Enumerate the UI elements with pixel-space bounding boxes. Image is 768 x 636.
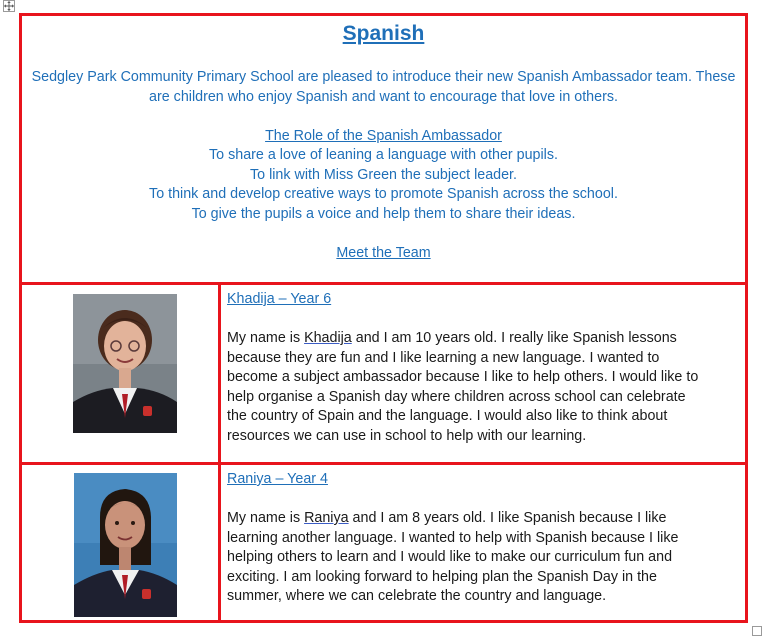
- member-heading: Raniya – Year 4: [227, 471, 328, 487]
- team-heading: Meet the Team: [336, 244, 431, 261]
- table-resize-handle-icon[interactable]: [752, 626, 762, 636]
- intro-line: Sedgley Park Community Primary School are pleased to introduce their new Spanish Ambassador team. These: [31, 69, 736, 85]
- intro-line: are children who enjoy Spanish and want to encourage that love in others.: [149, 88, 618, 105]
- role-line: To link with Miss Green the subject leader.: [250, 166, 517, 183]
- child-portrait-photo-icon: [73, 294, 177, 433]
- intro-text: [28, 68, 739, 263]
- raniya-photo: [74, 473, 177, 617]
- khadija-photo: [73, 294, 177, 433]
- ambassador-table: [19, 13, 748, 623]
- table-move-handle-icon[interactable]: [3, 0, 15, 12]
- role-line: To give the pupils a voice and help them to share their ideas.: [191, 205, 576, 222]
- page-title: Spanish: [342, 22, 425, 45]
- role-line: To think and develop creative ways to promote Spanish across the school.: [149, 186, 618, 202]
- role-line: To share a love of leaning a language with other pupils.: [209, 147, 558, 163]
- child-portrait-photo-icon: [74, 473, 177, 617]
- member-bio: My name is Raniya and I am 8 years old. I like Spanish because I like learning another language. I wanted to help with Spanish because I like helping others to learn and I would like to make our curriculum fun and exciting. I am looking forward to helping plan the Spanish Day in the summer, where we can celebrate the country and language.: [227, 510, 679, 605]
- member-photo-cell[interactable]: [22, 285, 218, 462]
- member-bio: My name is Khadija and I am 10 years old. I really like Spanish lessons because they are fun and I like learning a new language. I wanted to become a subject ambassador because I like to help others. I would like to help organise a Spanish day where children across school can celebrate the country of Spain and the language. I would also like to think about resources we can use in school to help with our learning.: [227, 330, 699, 444]
- intro-cell[interactable]: [22, 16, 745, 282]
- role-heading: The Role of the Spanish Ambassador: [265, 127, 502, 144]
- member-name: Raniya: [304, 510, 349, 526]
- member-heading: Khadija – Year 6: [227, 291, 332, 307]
- member-text-cell[interactable]: [221, 465, 745, 620]
- member-name: Khadija: [304, 330, 352, 346]
- member-photo-cell[interactable]: [22, 465, 218, 620]
- member-text-cell[interactable]: [221, 285, 745, 462]
